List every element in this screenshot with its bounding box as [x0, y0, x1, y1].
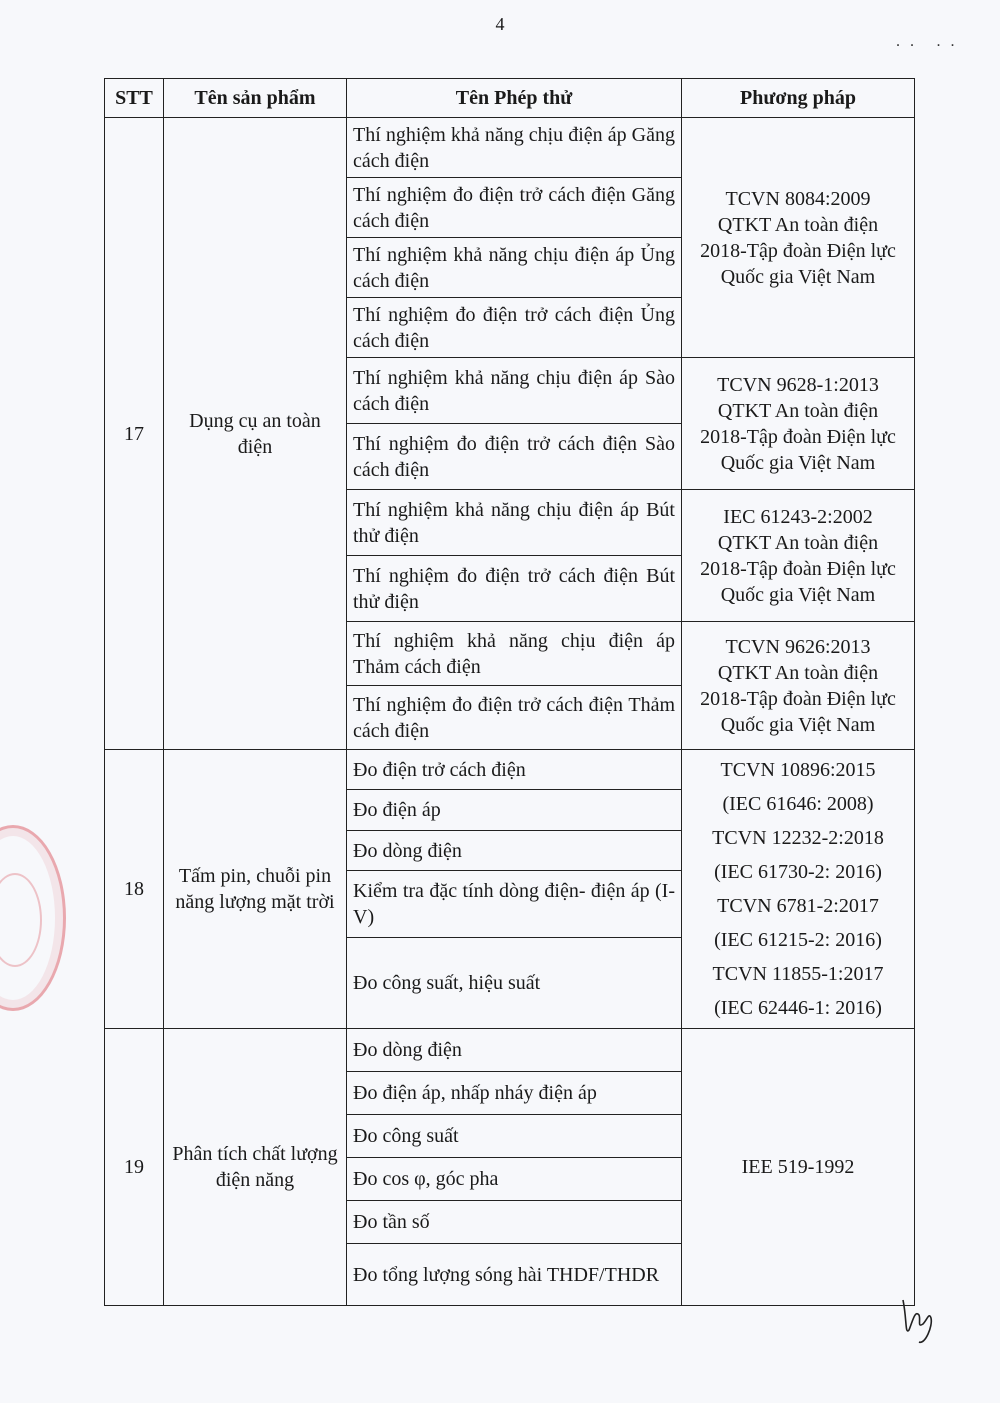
test-methods-table [104, 78, 915, 1306]
stt-cell: 19 [105, 1029, 164, 1306]
test-cell: Kiểm tra đặc tính dòng điện- điện áp (I-V) [347, 871, 682, 938]
header-test: Tên Phép thử [347, 79, 682, 118]
method-line: IEC 61243-2:2002 [723, 505, 873, 528]
test-cell: Đo công suất, hiệu suất [347, 937, 682, 1028]
method-line: QTKT An toàn điện [717, 661, 879, 684]
method-line: QTKT An toàn điện [717, 399, 879, 422]
table-row [105, 1029, 915, 1072]
product-cell: Tấm pin, chuỗi pin năng lượng mặt trời [164, 750, 347, 1029]
test-cell: Đo công suất [347, 1115, 682, 1158]
test-cell: Thí nghiệm khả năng chịu điện áp Thảm cách điện [347, 622, 682, 686]
method-line: 2018-Tập đoàn Điện lực [700, 557, 896, 580]
method-cell [682, 490, 915, 622]
method-line: Quốc gia Việt Nam [720, 265, 876, 288]
method-line: TCVN 9626:2013 [725, 635, 871, 658]
method-line: (IEC 61730-2: 2016) [714, 861, 882, 883]
method-line: TCVN 8084:2009 [725, 187, 871, 210]
method-line: QTKT An toàn điện [717, 531, 879, 554]
table-row [105, 750, 915, 790]
test-cell: Đo dòng điện [347, 1029, 682, 1072]
stt-cell: 18 [105, 750, 164, 1029]
method-line: 2018-Tập đoàn Điện lực [700, 687, 896, 710]
method-line: TCVN 9628-1:2013 [717, 373, 879, 396]
product-cell: Phân tích chất lượng điện năng [164, 1029, 347, 1306]
header-stt: STT [105, 79, 164, 118]
method-cell [682, 1029, 915, 1306]
method-line: IEE 519-1992 [741, 1156, 855, 1178]
test-cell: Thí nghiệm đo điện trở cách điện Găng cách điện [347, 178, 682, 238]
test-cell: Thí nghiệm khả năng chịu điện áp Ủng cách điện [347, 238, 682, 298]
method-cell [682, 622, 915, 750]
page-number: 4 [495, 14, 505, 34]
method-line: TCVN 11855-1:2017 [712, 963, 884, 985]
test-cell: Đo điện áp [347, 790, 682, 830]
method-line: (IEC 61215-2: 2016) [714, 929, 882, 951]
test-cell: Thí nghiệm đo điện trở cách điện Thảm cách điện [347, 686, 682, 750]
method-line: (IEC 62446-1: 2016) [714, 997, 882, 1019]
test-cell: Đo điện trở cách điện [347, 750, 682, 790]
header-method: Phương pháp [682, 79, 915, 118]
method-line: 2018-Tập đoàn Điện lực [700, 425, 896, 448]
method-cell [682, 358, 915, 490]
test-cell: Thí nghiệm khả năng chịu điện áp Sào cách điện [347, 358, 682, 424]
test-cell: Đo điện áp, nhấp nháy điện áp [347, 1072, 682, 1115]
method-line: Quốc gia Việt Nam [720, 583, 876, 606]
test-cell: Thí nghiệm đo điện trở cách điện Bút thử điện [347, 556, 682, 622]
method-line: TCVN 12232-2:2018 [712, 827, 884, 849]
method-line: Quốc gia Việt Nam [720, 451, 876, 474]
table-header-row [105, 79, 915, 118]
test-cell: Thí nghiệm khả năng chịu điện áp Găng cách điện [347, 118, 682, 178]
test-cell: Thí nghiệm khả năng chịu điện áp Bút thử điện [347, 490, 682, 556]
test-cell: Thí nghiệm đo điện trở cách điện Ủng cách điện [347, 298, 682, 358]
method-line: QTKT An toàn điện [717, 213, 879, 236]
scan-mark: ˙˙ ˙˙ [895, 40, 964, 60]
red-seal-stamp [0, 825, 66, 1011]
product-cell: Dụng cụ an toàn điện [164, 118, 347, 750]
method-line: Quốc gia Việt Nam [720, 713, 876, 736]
method-line: (IEC 61646: 2008) [722, 793, 874, 815]
header-product: Tên sản phẩm [164, 79, 347, 118]
test-cell: Đo cos φ, góc pha [347, 1158, 682, 1201]
method-line: 2018-Tập đoàn Điện lực [700, 239, 896, 262]
test-cell: Thí nghiệm đo điện trở cách điện Sào cách điện [347, 424, 682, 490]
stt-cell: 17 [105, 118, 164, 750]
method-line: TCVN 6781-2:2017 [717, 895, 879, 917]
table-row [105, 118, 915, 178]
test-cell: Đo dòng điện [347, 830, 682, 870]
method-cell [682, 750, 915, 1029]
method-cell [682, 118, 915, 358]
test-cell: Đo tần số [347, 1201, 682, 1244]
method-line: TCVN 10896:2015 [720, 759, 876, 781]
test-cell: Đo tổng lượng sóng hài THDF/THDR [347, 1244, 682, 1306]
